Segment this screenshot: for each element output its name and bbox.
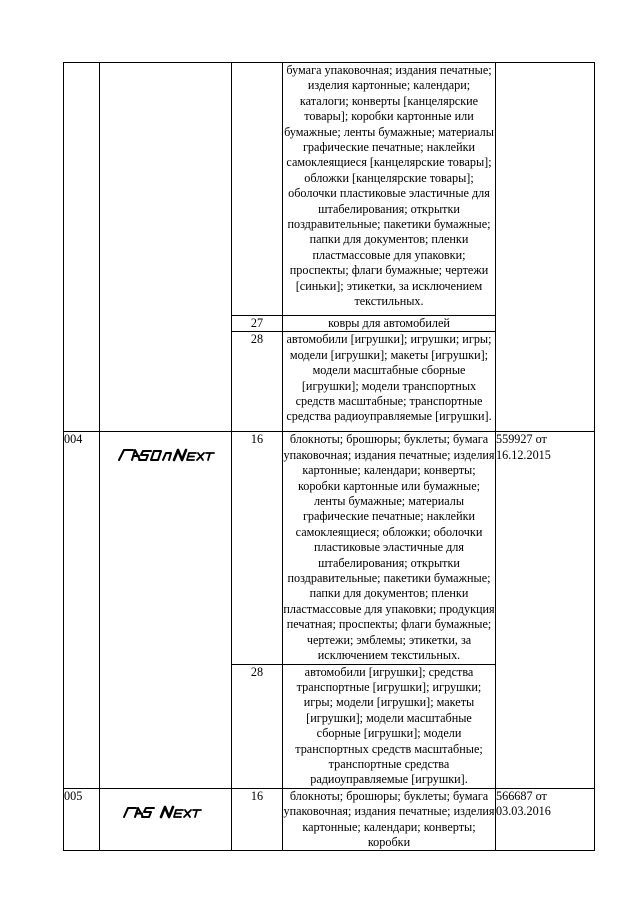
registration-info: 566687 от 03.03.2016 xyxy=(496,788,595,851)
class-number: 27 xyxy=(232,316,283,332)
row-number: 005 xyxy=(64,788,100,851)
class-number: 28 xyxy=(232,332,283,432)
registration-info: 559927 от 16.12.2015 xyxy=(496,432,595,788)
logo-cell xyxy=(100,63,232,432)
table-row xyxy=(64,432,595,664)
class-number: 16 xyxy=(232,432,283,664)
registration-info xyxy=(496,63,595,432)
goods-list: ковры для автомобилей xyxy=(283,316,496,332)
goods-list: блокноты; брошюры; буклеты; бумага упаковочная; издания печатные; изделия картонные; календари; конверты; коробки xyxy=(283,788,495,849)
goods-list: бумага упаковочная; издания печатные; изделия картонные; календари; каталоги; конверты [канцелярские товары]; коробки картонные или бумажные; ленты бумажные; материалы графические печатные; наклейки самоклеящиеся [канцелярские товары]; обложки [канцелярские товары]; оболочки пластиковые эластичные для штабелирования; открытки поздравительные; пакетики бумажные; папки для документов; пленки пластмассовые для упаковки; проспекты; флаги бумажные; чертежи [синьки]; этикетки, за исключением текстильных. xyxy=(283,63,496,316)
class-number: 28 xyxy=(232,664,283,788)
class-number: 16 xyxy=(232,788,283,851)
class-number xyxy=(232,63,283,316)
goods-list: автомобили [игрушки]; игрушки; игры; модели [игрушки]; макеты [игрушки]; модели масштабные сборные [игрушки]; модели транспортных средств масштабные; транспортные средства радиоуправляемые [игрушки]. xyxy=(283,332,496,432)
gazon-next-logo xyxy=(116,447,216,467)
goods-list: блокноты; брошюры; буклеты; бумага упаковочная; издания печатные; изделия картонные; календари; конверты; коробки картонные или бумажные; ленты бумажные; материалы графические печатные; наклейки самоклеящиеся; обложки; оболочки пластиковые эластичные для штабелирования; открытки поздравительные; пакетики бумажные; папки для документов; пленки пластмассовые для упаковки; продукция печатная; проспекты; флаги бумажные; чертежи; эмблемы; этикетки, за исключением текстильных. xyxy=(283,432,495,663)
table-row xyxy=(64,63,595,316)
logo-cell xyxy=(100,432,232,788)
row-number xyxy=(64,63,100,432)
logo-cell xyxy=(100,788,232,851)
row-number: 004 xyxy=(64,432,100,788)
goods-list: автомобили [игрушки]; средства транспортные [игрушки]; игрушки; игры; модели [игрушки]; макеты [игрушки]; модели масштабные сборные [игрушки]; модели транспортных средств масштабные; транспортные средства радиоуправляемые [игрушки]. xyxy=(283,664,496,788)
trademark-table xyxy=(63,62,595,851)
table-row xyxy=(64,788,595,851)
gaz-next-logo xyxy=(116,804,216,824)
